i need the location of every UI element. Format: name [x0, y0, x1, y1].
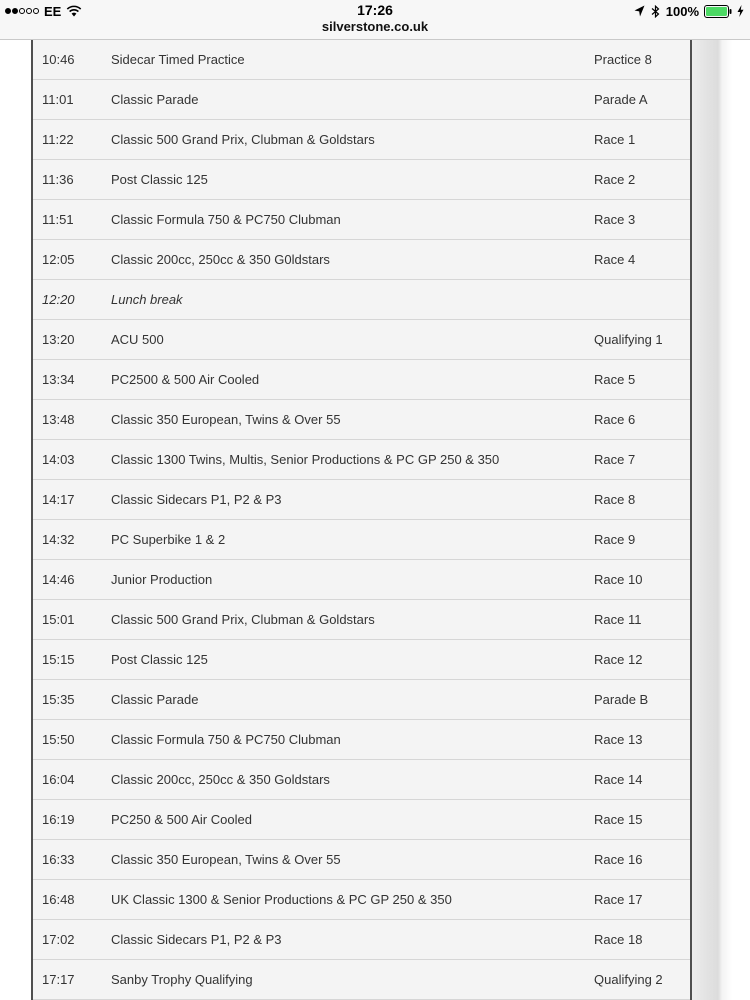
- schedule-time: 15:50: [42, 732, 75, 747]
- schedule-session: Race 11: [594, 612, 642, 627]
- schedule-session: Race 3: [594, 212, 636, 227]
- schedule-time: 16:48: [42, 892, 75, 907]
- schedule-row: [33, 800, 690, 840]
- location-arrow-icon: [634, 5, 645, 18]
- schedule-time: 15:01: [42, 612, 75, 627]
- schedule-time: 11:36: [42, 172, 74, 187]
- bluetooth-icon: [650, 5, 661, 18]
- schedule-event: Sanby Trophy Qualifying: [111, 972, 253, 987]
- schedule-event: Lunch break: [111, 292, 183, 307]
- schedule-row: [33, 520, 690, 560]
- schedule-row: [33, 960, 690, 1000]
- schedule-time: 13:34: [42, 372, 75, 387]
- schedule-time: 11:51: [42, 212, 74, 227]
- page-margin-left: [0, 40, 31, 1000]
- schedule-session: Race 15: [594, 812, 643, 827]
- schedule-event: Sidecar Timed Practice: [111, 52, 245, 67]
- schedule-time: 14:17: [42, 492, 75, 507]
- schedule-event: Post Classic 125: [111, 652, 208, 667]
- schedule-event: Classic 200cc, 250cc & 350 Goldstars: [111, 772, 330, 787]
- schedule-session: Qualifying 2: [594, 972, 663, 987]
- schedule-event: Junior Production: [111, 572, 213, 587]
- schedule-session: Race 10: [594, 572, 643, 587]
- schedule-session: Race 17: [594, 892, 643, 907]
- schedule-time: 10:46: [42, 52, 75, 67]
- schedule-time: 12:05: [42, 252, 75, 267]
- schedule-event: PC Superbike 1 & 2: [111, 532, 226, 547]
- address-bar[interactable]: silverstone.co.uk: [321, 19, 429, 34]
- schedule-row: [33, 280, 690, 320]
- schedule-event: Classic Parade: [111, 92, 199, 107]
- schedule-time: 16:19: [42, 812, 75, 827]
- schedule-event: ACU 500: [111, 332, 164, 347]
- schedule-session: Race 6: [594, 412, 636, 427]
- schedule-event: Classic 350 European, Twins & Over 55: [111, 412, 341, 427]
- status-bar: [0, 0, 750, 40]
- schedule-time: 12:20: [42, 292, 75, 307]
- schedule-session: Race 13: [594, 732, 643, 747]
- schedule-row: [33, 600, 690, 640]
- battery-icon: [704, 5, 732, 18]
- schedule-session: Race 2: [594, 172, 636, 187]
- schedule-session: Race 12: [594, 652, 643, 667]
- schedule-row: [33, 440, 690, 480]
- schedule-event: Classic Sidecars P1, P2 & P3: [111, 492, 282, 507]
- schedule-time: 14:32: [42, 532, 75, 547]
- schedule-row: [33, 120, 690, 160]
- schedule-time: 11:01: [42, 92, 74, 107]
- schedule-session: Race 7: [594, 452, 636, 467]
- schedule-row: [33, 320, 690, 360]
- schedule-time: 14:03: [42, 452, 75, 467]
- schedule-time: 15:15: [42, 652, 75, 667]
- schedule-time: 16:04: [42, 772, 75, 787]
- schedule-time: 16:33: [42, 852, 75, 867]
- schedule-row: [33, 880, 690, 920]
- schedule-event: Post Classic 125: [111, 172, 208, 187]
- schedule-row: [33, 360, 690, 400]
- schedule-time: 17:17: [42, 972, 75, 987]
- schedule-time: 11:22: [42, 132, 74, 147]
- schedule-time: 15:35: [42, 692, 75, 707]
- schedule-session: Race 16: [594, 852, 643, 867]
- schedule-time: 17:02: [42, 932, 75, 947]
- schedule-row: [33, 720, 690, 760]
- schedule-session: Race 1: [594, 132, 636, 147]
- schedule-event: Classic 500 Grand Prix, Clubman & Goldstars: [111, 132, 375, 147]
- schedule-session: Practice 8: [594, 52, 652, 67]
- schedule-session: Race 18: [594, 932, 643, 947]
- schedule-row: [33, 840, 690, 880]
- carrier-label: EE: [44, 3, 62, 19]
- schedule-session: Race 5: [594, 372, 636, 387]
- schedule-event: Classic 200cc, 250cc & 350 G0ldstars: [111, 252, 330, 267]
- schedule-row: [33, 640, 690, 680]
- schedule-session: Parade A: [594, 92, 648, 107]
- schedule-session: Race 9: [594, 532, 636, 547]
- schedule-session: Race 4: [594, 252, 636, 267]
- schedule-event: Classic 500 Grand Prix, Clubman & Goldstars: [111, 612, 375, 627]
- schedule-row: [33, 560, 690, 600]
- schedule-event: UK Classic 1300 & Senior Productions & PC GP 250 & 350: [111, 892, 452, 907]
- page-margin-right: [692, 40, 750, 1000]
- schedule-event: Classic Parade: [111, 692, 199, 707]
- schedule-event: PC250 & 500 Air Cooled: [111, 812, 252, 827]
- schedule-event: Classic 1300 Twins, Multis, Senior Productions & PC GP 250 & 350: [111, 452, 500, 467]
- schedule-time: 13:48: [42, 412, 75, 427]
- schedule-row: [33, 40, 690, 80]
- schedule-event: Classic Formula 750 & PC750 Clubman: [111, 212, 341, 227]
- schedule-time: 13:20: [42, 332, 75, 347]
- schedule-row: [33, 80, 690, 120]
- schedule-row: [33, 920, 690, 960]
- schedule-row: [33, 680, 690, 720]
- schedule-event: PC2500 & 500 Air Cooled: [111, 372, 260, 387]
- schedule-row: [33, 760, 690, 800]
- race-schedule-table: [31, 40, 692, 1000]
- schedule-session: Qualifying 1: [594, 332, 663, 347]
- schedule-session: Parade B: [594, 692, 649, 707]
- schedule-row: [33, 200, 690, 240]
- schedule-time: 14:46: [42, 572, 75, 587]
- schedule-row: [33, 400, 690, 440]
- battery-percentage: 100%: [665, 3, 699, 19]
- schedule-row: [33, 480, 690, 520]
- schedule-session: Race 8: [594, 492, 636, 507]
- schedule-event: Classic 350 European, Twins & Over 55: [111, 852, 341, 867]
- schedule-event: Classic Formula 750 & PC750 Clubman: [111, 732, 341, 747]
- charging-bolt-icon: [737, 5, 744, 17]
- schedule-row: [33, 240, 690, 280]
- status-right: [634, 3, 744, 19]
- schedule-row: [33, 160, 690, 200]
- clock: 17:26: [357, 2, 393, 18]
- schedule-session: Race 14: [594, 772, 643, 787]
- schedule-event: Classic Sidecars P1, P2 & P3: [111, 932, 282, 947]
